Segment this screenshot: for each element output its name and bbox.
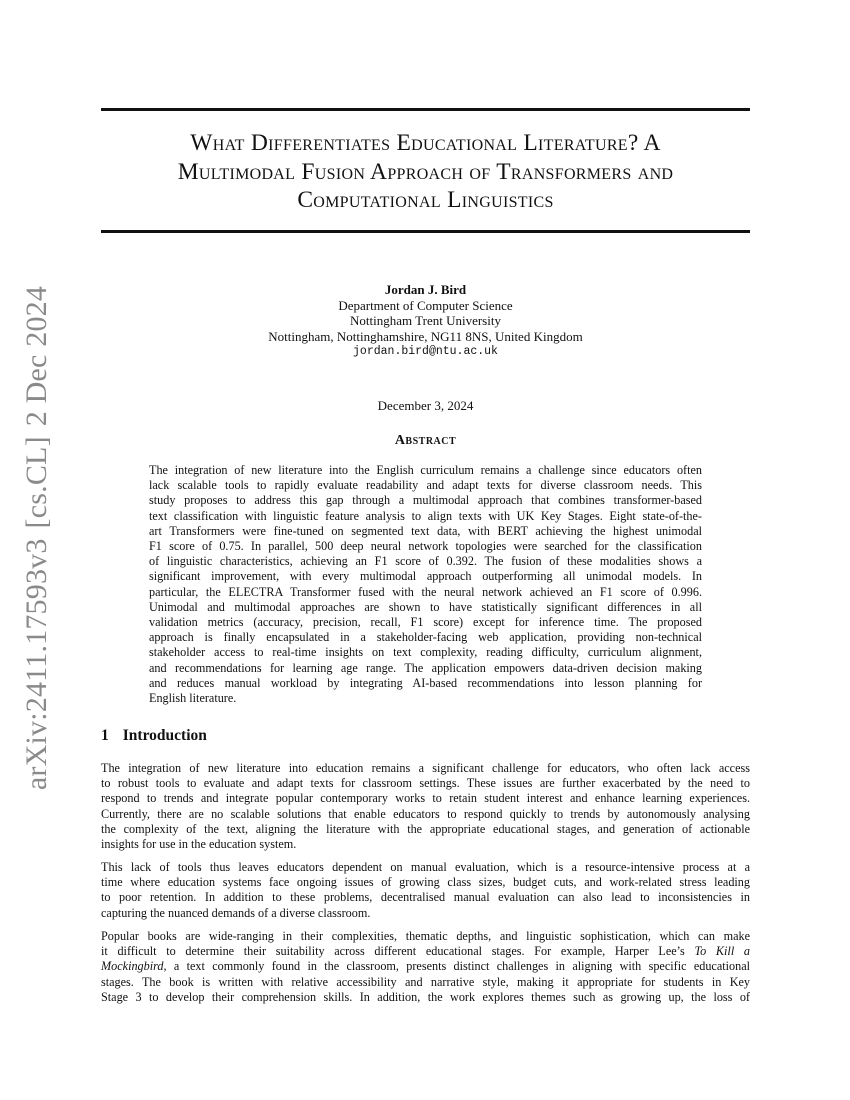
title-bottom-rule xyxy=(101,230,750,233)
abstract-line: Unimodal and multimodal approaches are shown to have statistically significant differences in all xyxy=(149,599,702,614)
title-line: What Differentiates Educational Literature? A xyxy=(190,130,661,156)
paper-date: December 3, 2024 xyxy=(377,398,474,413)
section-heading-introduction xyxy=(101,727,207,745)
body-line: to robust tools to evaluate and adapt texts for classroom settings. These issues are further exacerbated by the need to xyxy=(101,776,750,791)
abstract-line: study proposes to address this gap through a multimodal approach that combines transformer-based xyxy=(149,493,702,508)
arxiv-side-stamp xyxy=(20,276,54,790)
abstract-line: text classification with linguistic feature analysis to align texts with UK Key Stages. Eight state-of-the- xyxy=(149,508,702,523)
author-department: Department of Computer Science xyxy=(338,297,513,313)
body-line: insights for use in the education system. xyxy=(101,837,297,852)
arxiv-date: 2 Dec 2024 xyxy=(20,285,53,427)
title-line: Multimodal Fusion Approach of Transformers and xyxy=(177,158,674,185)
body-line: capturing the nuanced demands of a diverse classroom. xyxy=(101,905,371,920)
abstract-line: validation metrics (accuracy, precision, recall, F1 score) except for inference time. The proposed xyxy=(149,615,702,630)
paper-title xyxy=(101,129,750,215)
abstract-line: The integration of new literature into the English curriculum remains a challenge since educators often xyxy=(149,463,702,477)
body-line: to poor retention. In addition to these problems, decentralised manual evaluation can also lead to inconsistencies in xyxy=(101,890,750,905)
abstract-line: lack scalable tools to rapidly evaluate readability and adapt texts for diverse classroom needs. This xyxy=(149,478,702,493)
body-text-run: it difficult to determine their suitability across different educational stages. For example, Harper Lee’s xyxy=(101,944,695,959)
section-title: Introduction xyxy=(122,727,207,744)
body-line: Currently, there are no scalable solutions that enable educators to respond quickly to trends by autonomously analysing xyxy=(101,806,750,821)
abstract-line: English literature. xyxy=(149,691,237,706)
intro-paragraph-3 xyxy=(101,929,750,1005)
title-top-rule xyxy=(101,108,750,111)
abstract-line: art Transformers were fine-tuned on segmented text data, with BERT achieving the highest unimodal xyxy=(149,523,702,538)
author-email[interactable]: jordan.bird@ntu.ac.uk xyxy=(353,345,498,359)
abstract-line: approach is finally encapsulated in a stakeholder-facing web application, providing non-technical xyxy=(149,630,702,645)
author-institution: Nottingham Trent University xyxy=(350,313,501,329)
body-line: This lack of tools thus leaves educators dependent on manual evaluation, which is a resource-intensive process at a xyxy=(101,860,750,874)
arxiv-id: arXiv:2411.17593v3 xyxy=(20,538,53,791)
abstract-line: and recommendations for learning age range. The application empowers data-driven decision making xyxy=(149,660,702,675)
abstract-line: particular, the ELECTRA Transformer fused with the neural network achieved an F1 score of 0.996. xyxy=(149,584,702,599)
section-number: 1 xyxy=(101,727,109,744)
body-line: the complexity of the text, aligning the literature with the appropriate educational stages, and generation of actionable xyxy=(101,821,750,836)
book-title-part-1: To Kill a xyxy=(694,944,750,959)
book-title-part-2: Mockingbird xyxy=(101,959,164,974)
author-name: Jordan J. Bird xyxy=(384,282,467,297)
abstract-line: stakeholder access to real-time insights on text complexity, reading difficulty, curriculum alignment, xyxy=(149,645,702,660)
body-line: Popular books are wide-ranging in their complexities, thematic depths, and linguistic sophistication, which can make xyxy=(101,929,750,943)
body-line: stages. The book is written with relative accessibility and narrative style, making it appropriate for students in Key xyxy=(101,974,750,989)
abstract-line: of linguistic characteristics, achieving an F1 score of 0.392. The fusion of these modalities shows a xyxy=(149,554,702,569)
abstract-heading: Abstract xyxy=(394,433,457,448)
abstract-line: significant improvement, with every multimodal approach outperforming all unimodal models. In xyxy=(149,569,702,584)
intro-paragraph-1 xyxy=(101,761,750,852)
abstract-line: and reduces manual workload by integrating AI-based recommendations into lesson planning for xyxy=(149,675,702,690)
body-line: respond to trends and integrate popular contemporary works to retain student interest and enhance learning experiences. xyxy=(101,791,750,806)
body-line: Stage 3 to develop their comprehension skills. In addition, the work explores themes such as growing up, the loss of xyxy=(101,989,750,1004)
body-line: The integration of new literature into education remains a significant challenge for educators, who often lack access xyxy=(101,761,750,775)
body-line xyxy=(101,944,750,959)
author-block xyxy=(101,282,750,360)
body-line: time where education systems face ongoing issues of growing class sizes, budget cuts, and work-related stress leading xyxy=(101,875,750,890)
arxiv-category: [cs.CL] xyxy=(20,436,53,529)
abstract-line: F1 score of 0.75. In parallel, 500 deep neural network topologies were searched for the classification xyxy=(149,539,702,554)
body-line xyxy=(101,959,750,974)
abstract-body xyxy=(149,463,702,706)
body-text-run: , a text commonly found in the classroom, presents distinct challenges in aligning with specific educational xyxy=(163,959,750,974)
intro-paragraph-2 xyxy=(101,860,750,921)
title-line: Computational Linguistics xyxy=(297,187,554,213)
author-address: Nottingham, Nottinghamshire, NG11 8NS, United Kingdom xyxy=(268,328,583,344)
